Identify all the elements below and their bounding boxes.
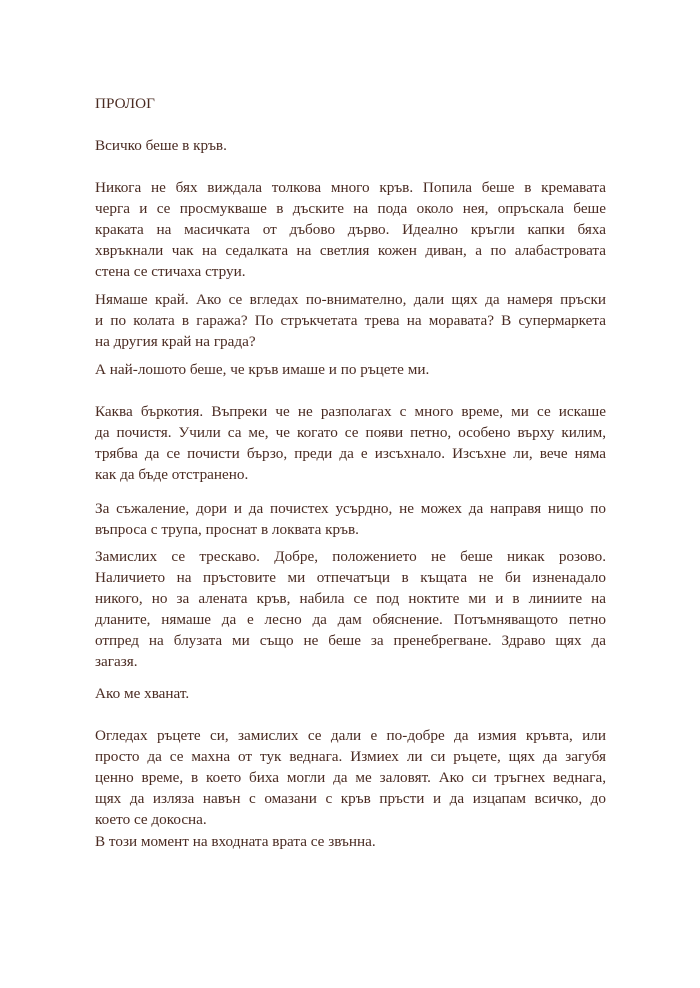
paragraph-5 [95, 401, 606, 485]
text-line: което се докосна. [95, 811, 207, 828]
text-line: как да бъде отстранено. [95, 466, 249, 483]
paragraph-7 [95, 546, 606, 672]
text-line: загазя. [95, 653, 138, 670]
text-line: Замислих се трескаво. Добре, положението не беше никак розово. [95, 548, 606, 565]
text-line: въпроса с трупа, проснат в локвата кръв. [95, 521, 359, 538]
text-line: ценно време, в което биха могли да ме заловят. Ако си тръгнех веднага, [95, 769, 606, 786]
text-line: и по колата в гаража? По стръкчетата трева на моравата? В супермаркета [95, 312, 606, 329]
text-line: черга и се просмукваше в дъските на пода около нея, опръскала беше [95, 200, 606, 217]
paragraph-1: Всичко беше в кръв. [95, 137, 227, 154]
text-line: дланите, нямаше да е лесно да дам обяснение. Потъмняващото петно [95, 611, 606, 628]
text-line: щях да изляза навън с омазани с кръв пръсти и да изцапам всичко, до [95, 790, 606, 807]
paragraph-3 [95, 289, 606, 352]
text-line: За съжаление, дори и да почистех усърдно, не можех да направя нищо по [95, 500, 606, 517]
paragraph-4: А най-лошото беше, че кръв имаше и по ръцете ми. [95, 361, 430, 378]
text-line: краката на масичката от дъбово дърво. Идеално кръгли капки бяха [95, 221, 606, 238]
chapter-heading: ПРОЛОГ [95, 95, 155, 112]
text-line: Огледах ръцете си, замислих се дали е по-добре да измия кръвта, или [95, 727, 606, 744]
text-line: Нямаше край. Ако се вгледах по-внимателно, дали щях да намеря пръски [95, 291, 606, 308]
text-line: отпред на блузата ми също не беше за пренебрегване. Здраво щях да [95, 632, 606, 649]
paragraph-8: Ако ме хванат. [95, 685, 190, 702]
text-line: никого, но за алената кръв, набила се под ноктите ми и в линиите на [95, 590, 606, 607]
text-line: да почистя. Учили са ме, че когато се появи петно, особено върху килим, [95, 424, 606, 441]
text-line: Каква бъркотия. Въпреки че не разполагах с много време, ми се искаше [95, 403, 606, 420]
text-line: стена се стичаха струи. [95, 263, 246, 280]
text-line: на другия край на града? [95, 333, 256, 350]
text-line: хвръкнали чак на седалката на светлия кожен диван, а по алабастровата [95, 242, 606, 259]
paragraph-2 [95, 177, 606, 282]
text-line: Никога не бях виждала толкова много кръв. Попила беше в кремавата [95, 179, 606, 196]
text-line: Наличието на пръстовите ми отпечатъци в къщата не би изненадало [95, 569, 606, 586]
text-line: просто да се махна от тук веднага. Измиех ли си ръцете, щях да загубя [95, 748, 606, 765]
paragraph-10: В този момент на входната врата се звънна. [95, 833, 376, 850]
paragraph-6 [95, 498, 606, 540]
text-line: трябва да се почисти бързо, преди да е изсъхнало. Изсъхне ли, вече няма [95, 445, 606, 462]
paragraph-9 [95, 725, 606, 830]
